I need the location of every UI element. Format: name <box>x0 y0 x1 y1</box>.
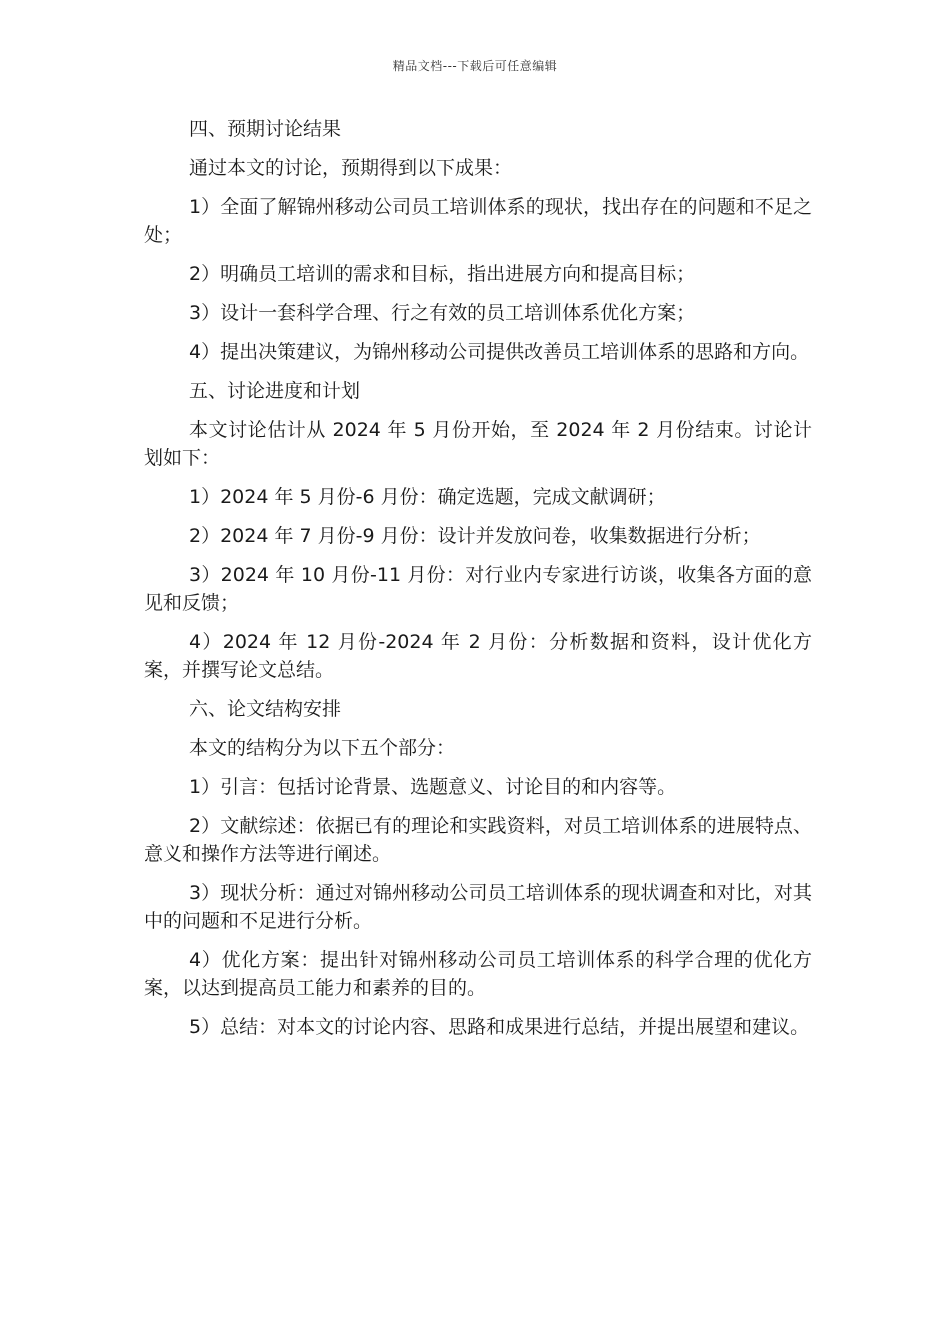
paragraph: 本文的结构分为以下五个部分： <box>189 737 456 759</box>
list-item: 2）明确员工培训的需求和目标，指出进展方向和提高目标； <box>189 263 696 285</box>
list-item: 4）提出决策建议，为锦州移动公司提供改善员工培训体系的思路和方向。 <box>189 341 810 363</box>
list-item: 2）文献综述：依据已有的理论和实践资料，对员工培训体系的进展特点、意义和操作方法等进行阐述。 <box>144 815 812 865</box>
paragraph: 本文讨论估计从 2024 年 5 月份开始，至 2024 年 2 月份结束。讨论计划如下： <box>144 419 812 469</box>
list-item: 3）2024 年 10 月份-11 月份：对行业内专家进行访谈，收集各方面的意见和反馈； <box>144 564 812 614</box>
page-header: 精品文档---下载后可任意编辑 <box>392 59 558 73</box>
section-heading-structure: 六、论文结构安排 <box>189 698 342 720</box>
list-item: 5）总结：对本文的讨论内容、思路和成果进行总结，并提出展望和建议。 <box>189 1016 810 1038</box>
section-heading-expected-results: 四、预期讨论结果 <box>189 118 342 140</box>
list-item: 3）设计一套科学合理、行之有效的员工培训体系优化方案； <box>189 302 696 324</box>
list-item: 2）2024 年 7 月份-9 月份：设计并发放问卷，收集数据进行分析； <box>189 525 761 547</box>
list-item: 1）全面了解锦州移动公司员工培训体系的现状，找出存在的问题和不足之处； <box>144 196 812 246</box>
list-item: 1）2024 年 5 月份-6 月份：确定选题，完成文献调研； <box>189 486 666 508</box>
paragraph: 通过本文的讨论，预期得到以下成果： <box>189 157 513 179</box>
list-item: 3）现状分析：通过对锦州移动公司员工培训体系的现状调查和对比，对其中的问题和不足进行分析。 <box>144 882 812 932</box>
list-item: 1）引言：包括讨论背景、选题意义、讨论目的和内容等。 <box>189 776 677 798</box>
document-body <box>144 115 812 1052</box>
list-item: 4）2024 年 12 月份-2024 年 2 月份：分析数据和资料，设计优化方案，并撰写论文总结。 <box>144 631 812 681</box>
list-item: 4）优化方案：提出针对锦州移动公司员工培训体系的科学合理的优化方案，以达到提高员工能力和素养的目的。 <box>144 949 812 999</box>
section-heading-schedule: 五、讨论进度和计划 <box>189 380 361 402</box>
